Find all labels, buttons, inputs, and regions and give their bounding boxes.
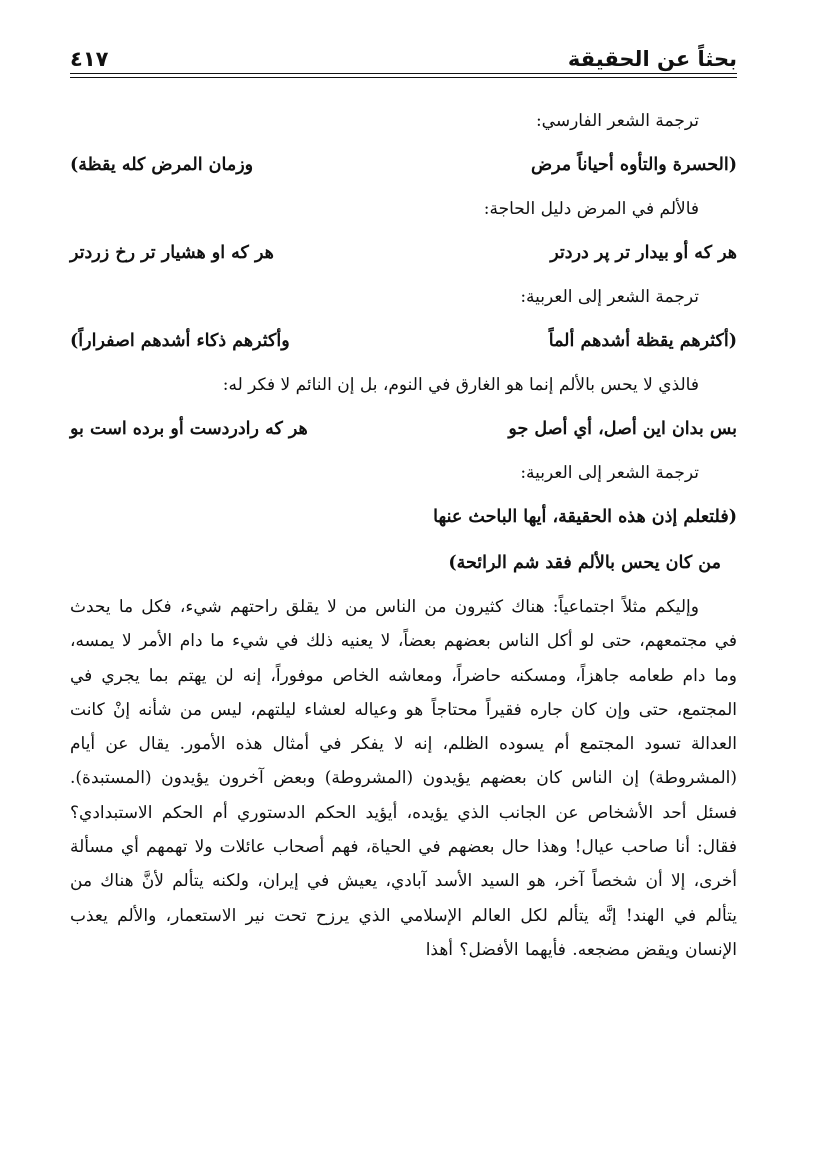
- verse-first-hemistich: هر كه أو بيدار تر پر دردتر: [550, 243, 737, 263]
- section-label: فالألم في المرض دليل الحاجة:: [483, 199, 699, 219]
- verse-line: [70, 318, 737, 364]
- header-rule: [70, 73, 737, 74]
- section-label: فالذي لا يحس بالألم إنما هو الغارق في النوم، بل إن النائم لا فكر له:: [222, 375, 699, 395]
- running-header: [70, 30, 737, 70]
- page-number: ٤١٧: [70, 47, 109, 71]
- verse-single-line: من كان يحس بالألم فقد شم الرائحة): [448, 553, 721, 573]
- section-label: ترجمة الشعر إلى العربية:: [520, 287, 699, 307]
- verse-second-hemistich: هر كه رادردست أو برده است بو: [70, 419, 308, 439]
- verse-line: [70, 406, 737, 452]
- page-body: [70, 100, 737, 967]
- body-paragraph: وإليكم مثلاً اجتماعياً: هناك كثيرون من الناس من لا يقلق راحتهم شيء، فكل ما يحدث في مجتمعهم، حتى لو أكل الناس بعضهم بعضاً، لا يعنيه ذلك في شيء ما دام الأمر لا يمسه، وما دام طعامه جاهزاً، ومسكنه حاضراً، ومعاشه الخاص موفوراً، إنه لن يهتم بما يجري في المجتمع، حتى وإن كان جاره فقيراً محتاجاً هو وعياله لعشاء ليلتهم، ليس من شأنه إنْ كانت العدالة تسود المجتمع أم يسوده الظلم، إنه لا يفكر في أمثال هذه الأمور. يقال عن أيام (المشروطة) إن الناس كان بعضهم يؤيدون (المشروطة) وبعض آخرون يؤيدون (المستبدة). فسئل أحد الأشخاص عن الجانب الذي يؤيده، أيؤيد الحكم الدستوري أم الحكم الاستبدادي؟ فقال: أنا صاحب عيال! وهذا حال بعضهم في الحياة، فهم أصحاب عائلات ولا تهمهم أي مسألة أخرى، إلا أن شخصاً آخر، هو السيد الأسد آبادي، يعيش في إيران، ولكنه يتألم لأنَّ هناك من يتألم في الهند! إنَّه يتألم لكل العالم الإسلامي الذي يرزح تحت نير الاستعمار، والألم يعذب الإنسان ويقض مضجعه. فأيهما الأفضل؟ أهذا: [70, 597, 737, 960]
- verse-second-hemistich: هر كه او هشيار تر رخ زردتر: [70, 243, 274, 263]
- section-label: ترجمة الشعر الفارسي:: [535, 111, 699, 131]
- header-title: بحثاً عن الحقيقة: [567, 47, 737, 71]
- verse-first-hemistich: (أكثرهم يقظة أشدهم ألماً: [548, 331, 737, 351]
- verse-second-hemistich: وأكثرهم ذكاء أشدهم اصفراراً): [70, 331, 290, 351]
- verse-first-hemistich: بس بدان اين أصل، أي أصل جو: [508, 419, 737, 439]
- section-label: ترجمة الشعر إلى العربية:: [520, 463, 699, 483]
- verse-line: [70, 142, 737, 188]
- verse-line: [70, 230, 737, 276]
- header-rule: [70, 77, 737, 78]
- verse-single-line: (فلتعلم إذن هذه الحقيقة، أيها الباحث عنها: [433, 507, 737, 527]
- verse-first-hemistich: (الحسرة والتأوه أحياناً مرض: [530, 155, 737, 175]
- verse-second-hemistich: وزمان المرض كله يقظة): [70, 155, 254, 175]
